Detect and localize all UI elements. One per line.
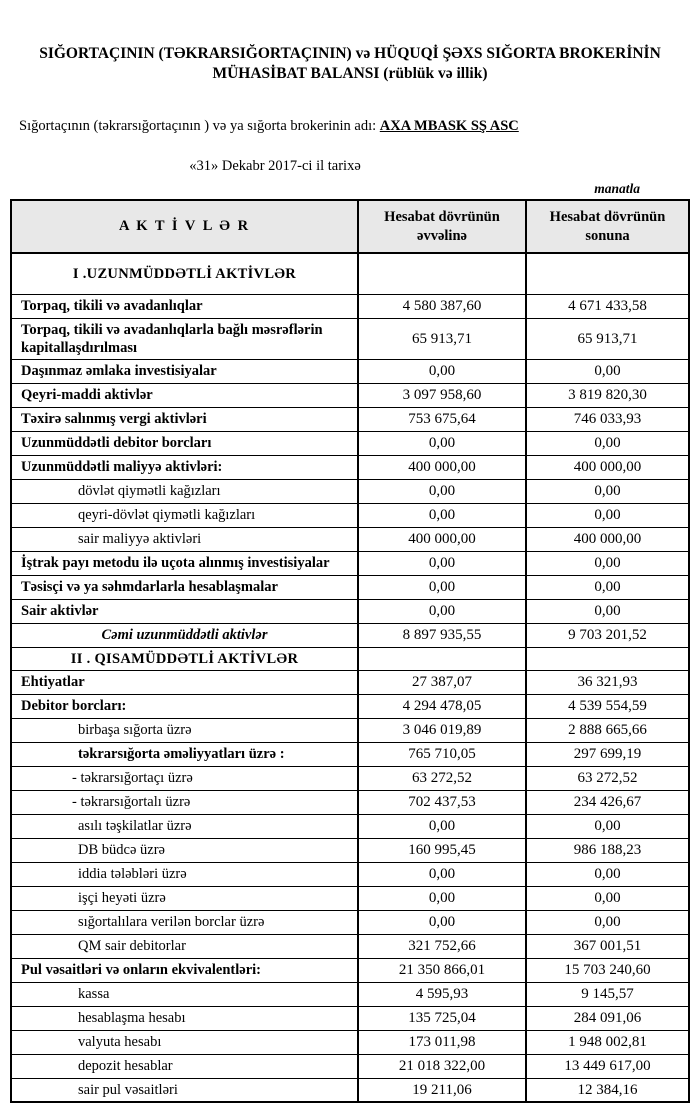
- company-name: AXA MBASK SŞ ASC: [379, 118, 519, 134]
- value-period-end: 3 819 820,30: [526, 383, 689, 407]
- row-label: sığortalılara verilən borclar üzrə: [11, 910, 358, 934]
- value-period-begin: 702 437,53: [358, 790, 526, 814]
- row-label: qeyri-dövlət qiymətli kağızları: [11, 503, 358, 527]
- row-label: hesablaşma hesabı: [11, 1006, 358, 1030]
- table-row: [11, 599, 689, 623]
- table-row: [11, 455, 689, 479]
- balance-table: [10, 199, 690, 1103]
- value-period-end: 9 145,57: [526, 982, 689, 1006]
- value-period-begin: 160 995,45: [358, 838, 526, 862]
- header-row: [11, 200, 689, 253]
- row-label: valyuta hesabı: [11, 1030, 358, 1054]
- value-period-end: 2 888 665,66: [526, 718, 689, 742]
- value-period-end: 0,00: [526, 599, 689, 623]
- table-row: [11, 934, 689, 958]
- table-row: [11, 694, 689, 718]
- row-label: Torpaq, tikili və avadanlıqlar: [11, 294, 358, 318]
- row-label: Uzunmüddətli debitor borcları: [11, 431, 358, 455]
- table-row: [11, 527, 689, 551]
- value-period-end: 0,00: [526, 886, 689, 910]
- row-label: asılı təşkilatlar üzrə: [11, 814, 358, 838]
- value-period-end: 297 699,19: [526, 742, 689, 766]
- row-label: Təxirə salınmış vergi aktivləri: [11, 407, 358, 431]
- row-label: Ehtiyatlar: [11, 670, 358, 694]
- table-row: [11, 1006, 689, 1030]
- value-period-end: 0,00: [526, 551, 689, 575]
- value-period-end: 0,00: [526, 431, 689, 455]
- row-label: Uzunmüddətli maliyyə aktivləri:: [11, 455, 358, 479]
- value-period-end: [526, 253, 689, 294]
- balance-table-container: [10, 199, 690, 1103]
- table-row: [11, 742, 689, 766]
- balance-table-body: [11, 253, 689, 1102]
- value-period-begin: 21 350 866,01: [358, 958, 526, 982]
- row-label: Debitor borcları:: [11, 694, 358, 718]
- value-period-end: 400 000,00: [526, 527, 689, 551]
- value-period-begin: 0,00: [358, 431, 526, 455]
- table-row: [11, 814, 689, 838]
- value-period-end: 746 033,93: [526, 407, 689, 431]
- value-period-end: 284 091,06: [526, 1006, 689, 1030]
- value-period-end: 234 426,67: [526, 790, 689, 814]
- value-period-end: 12 384,16: [526, 1078, 689, 1102]
- row-label: kassa: [11, 982, 358, 1006]
- value-period-end: 0,00: [526, 479, 689, 503]
- value-period-begin: 135 725,04: [358, 1006, 526, 1030]
- value-period-begin: 400 000,00: [358, 527, 526, 551]
- currency-note: manatla: [594, 181, 640, 196]
- row-label: Qeyri-maddi aktivlər: [11, 383, 358, 407]
- column-header-period-begin: Hesabat dövrünün əvvəlinə: [358, 200, 526, 253]
- row-label: - təkrarsığortalı üzrə: [11, 790, 358, 814]
- value-period-begin: 21 018 322,00: [358, 1054, 526, 1078]
- value-period-end: 0,00: [526, 862, 689, 886]
- row-label: Sair aktivlər: [11, 599, 358, 623]
- value-period-begin: 65 913,71: [358, 318, 526, 359]
- table-row: [11, 982, 689, 1006]
- row-label: Daşınmaz əmlaka investisiyalar: [11, 359, 358, 383]
- value-period-end: 4 671 433,58: [526, 294, 689, 318]
- row-label: Torpaq, tikili və avadanlıqlarla bağlı məsrəflərin kapitallaşdırılması: [11, 318, 358, 359]
- table-row: [11, 431, 689, 455]
- column-header-period-end: Hesabat dövrünün sonuna: [526, 200, 689, 253]
- row-label: sair pul vəsaitləri: [11, 1078, 358, 1102]
- value-period-end: 0,00: [526, 503, 689, 527]
- table-row: [11, 407, 689, 431]
- table-row: [11, 958, 689, 982]
- row-label: İştrak payı metodu ilə uçota alınmış investisiyalar: [11, 551, 358, 575]
- table-row: [11, 623, 689, 647]
- value-period-begin: 27 387,07: [358, 670, 526, 694]
- table-row: [11, 479, 689, 503]
- value-period-begin: 0,00: [358, 575, 526, 599]
- insurer-name-line: [0, 117, 700, 135]
- column-header-assets: A K T İ V L Ə R: [11, 200, 358, 253]
- row-label: işçi heyəti üzrə: [11, 886, 358, 910]
- table-row: [11, 838, 689, 862]
- table-row: [11, 503, 689, 527]
- value-period-begin: 0,00: [358, 551, 526, 575]
- section-title: I .UZUNMÜDDƏTLİ AKTİVLƏR: [11, 253, 358, 294]
- value-period-begin: 4 595,93: [358, 982, 526, 1006]
- value-period-begin: 8 897 935,55: [358, 623, 526, 647]
- value-period-end: 367 001,51: [526, 934, 689, 958]
- value-period-begin: 321 752,66: [358, 934, 526, 958]
- value-period-end: 65 913,71: [526, 318, 689, 359]
- value-period-end: 36 321,93: [526, 670, 689, 694]
- row-label: DB büdcə üzrə: [11, 838, 358, 862]
- value-period-begin: 0,00: [358, 910, 526, 934]
- value-period-begin: 765 710,05: [358, 742, 526, 766]
- value-period-end: 13 449 617,00: [526, 1054, 689, 1078]
- row-label: Pul vəsaitləri və onların ekvivalentləri:: [11, 958, 358, 982]
- table-row: [11, 862, 689, 886]
- row-label: iddia tələbləri üzrə: [11, 862, 358, 886]
- value-period-begin: 0,00: [358, 359, 526, 383]
- insurer-name-label: Sığortaçının (təkrarsığortaçının ) və ya sığorta brokerinin adı:: [19, 118, 377, 134]
- value-period-end: 15 703 240,60: [526, 958, 689, 982]
- row-label: QM sair debitorlar: [11, 934, 358, 958]
- value-period-end: 63 272,52: [526, 766, 689, 790]
- value-period-end: 9 703 201,52: [526, 623, 689, 647]
- document-title-line2: MÜHASİBAT BALANSI (rüblük və illik): [212, 65, 488, 82]
- value-period-end: 986 188,23: [526, 838, 689, 862]
- table-row: [11, 886, 689, 910]
- value-period-begin: [358, 647, 526, 670]
- table-row: [11, 1054, 689, 1078]
- section-header-row: [11, 647, 689, 670]
- value-period-end: 0,00: [526, 575, 689, 599]
- table-row: [11, 718, 689, 742]
- value-period-begin: 0,00: [358, 814, 526, 838]
- table-row: [11, 383, 689, 407]
- table-row: [11, 575, 689, 599]
- value-period-begin: 4 294 478,05: [358, 694, 526, 718]
- row-label: depozit hesablar: [11, 1054, 358, 1078]
- value-period-end: 400 000,00: [526, 455, 689, 479]
- row-label: sair maliyyə aktivləri: [11, 527, 358, 551]
- table-row: [11, 790, 689, 814]
- value-period-end: 0,00: [526, 359, 689, 383]
- balance-table-header: [11, 200, 689, 253]
- value-period-begin: 753 675,64: [358, 407, 526, 431]
- section-title: II . QISAMÜDDƏTLİ AKTİVLƏR: [11, 647, 358, 670]
- value-period-begin: 0,00: [358, 862, 526, 886]
- value-period-begin: 0,00: [358, 599, 526, 623]
- table-row: [11, 359, 689, 383]
- value-period-begin: 4 580 387,60: [358, 294, 526, 318]
- table-row: [11, 670, 689, 694]
- value-period-begin: 400 000,00: [358, 455, 526, 479]
- row-label: Cəmi uzunmüddətli aktivlər: [11, 623, 358, 647]
- value-period-end: 0,00: [526, 814, 689, 838]
- document-title: [0, 0, 700, 84]
- section-header-row: [11, 253, 689, 294]
- value-period-begin: 0,00: [358, 503, 526, 527]
- value-period-end: 4 539 554,59: [526, 694, 689, 718]
- value-period-end: [526, 647, 689, 670]
- value-period-begin: 0,00: [358, 886, 526, 910]
- value-period-begin: 3 097 958,60: [358, 383, 526, 407]
- table-row: [11, 766, 689, 790]
- value-period-end: 0,00: [526, 910, 689, 934]
- table-row: [11, 910, 689, 934]
- value-period-begin: [358, 253, 526, 294]
- table-row: [11, 551, 689, 575]
- value-period-begin: 19 211,06: [358, 1078, 526, 1102]
- document-title-line1: SIĞORTAÇININ (TƏKRARSIĞORTAÇININ) və HÜQUQİ ŞƏXS SIĞORTA BROKERİNİN: [39, 45, 661, 62]
- value-period-begin: 0,00: [358, 479, 526, 503]
- value-period-begin: 173 011,98: [358, 1030, 526, 1054]
- row-label: dövlət qiymətli kağızları: [11, 479, 358, 503]
- table-row: [11, 1078, 689, 1102]
- row-label: birbaşa sığorta üzrə: [11, 718, 358, 742]
- value-period-end: 1 948 002,81: [526, 1030, 689, 1054]
- report-date: «31» Dekabr 2017-ci il tarixə: [189, 158, 361, 174]
- table-row: [11, 1030, 689, 1054]
- value-period-begin: 63 272,52: [358, 766, 526, 790]
- row-label: - təkrarsığortaçı üzrə: [11, 766, 358, 790]
- table-row: [11, 318, 689, 359]
- row-label: təkrarsığorta əməliyyatları üzrə :: [11, 742, 358, 766]
- value-period-begin: 3 046 019,89: [358, 718, 526, 742]
- table-row: [11, 294, 689, 318]
- row-label: Təsisçi və ya səhmdarlarla hesablaşmalar: [11, 575, 358, 599]
